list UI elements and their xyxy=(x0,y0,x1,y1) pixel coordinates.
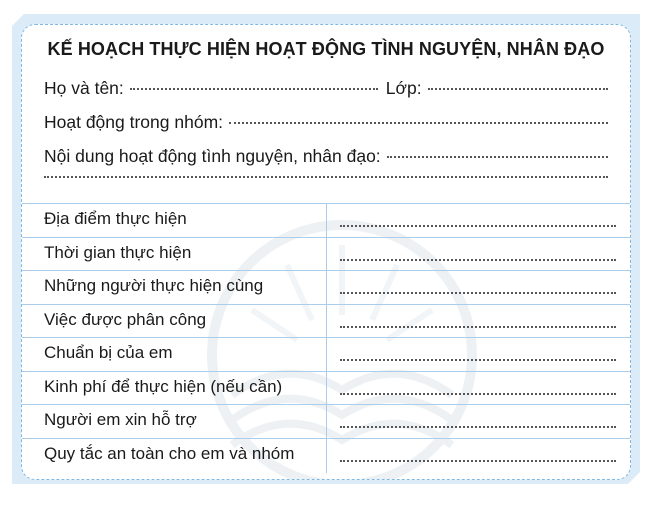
group-activity-field[interactable] xyxy=(229,122,608,124)
row-answer-field[interactable] xyxy=(340,426,616,428)
table-row xyxy=(22,270,630,305)
form-title: KẾ HOẠCH THỰC HIỆN HOẠT ĐỘNG TÌNH NGUYỆN, NHÂN ĐẠO xyxy=(47,39,605,59)
table-row xyxy=(22,337,630,372)
content-continuation-field[interactable] xyxy=(44,176,608,178)
group-activity-row xyxy=(44,112,608,133)
table-row xyxy=(22,438,630,472)
row-label: Người em xin hỗ trợ xyxy=(44,410,197,429)
table-row xyxy=(22,404,630,439)
content-field[interactable] xyxy=(387,156,608,158)
group-activity-label: Hoạt động trong nhóm: xyxy=(44,112,224,132)
row-answer-field[interactable] xyxy=(340,460,616,462)
name-field[interactable] xyxy=(130,88,378,90)
row-answer-field[interactable] xyxy=(340,259,616,261)
row-answer-field[interactable] xyxy=(340,225,616,227)
row-answer-field[interactable] xyxy=(340,326,616,328)
class-label: Lớp: xyxy=(385,78,422,98)
row-answer-field[interactable] xyxy=(340,393,616,395)
row-label: Thời gian thực hiện xyxy=(44,242,192,262)
table-row xyxy=(22,203,630,238)
row-label: Những người thực hiện cùng xyxy=(44,276,264,295)
row-label: Việc được phân công xyxy=(44,309,207,329)
name-class-row xyxy=(44,78,608,99)
row-label: Địa điểm thực hiện xyxy=(44,209,187,228)
content-row xyxy=(44,146,608,167)
row-answer-field[interactable] xyxy=(340,359,616,361)
content-continuation-row xyxy=(44,180,608,182)
content-label: Nội dung hoạt động tình nguyện, nhân đạo: xyxy=(44,146,381,166)
row-label: Quy tắc an toàn cho em và nhóm xyxy=(44,443,295,463)
table-row xyxy=(22,304,630,339)
plan-form-card xyxy=(21,24,631,480)
table-row xyxy=(22,237,630,272)
row-answer-field[interactable] xyxy=(340,292,616,294)
name-label: Họ và tên: xyxy=(44,78,124,98)
table-row xyxy=(22,371,630,406)
row-label: Kinh phí để thực hiện (nếu cần) xyxy=(44,376,283,396)
row-label: Chuẩn bị của em xyxy=(44,343,173,362)
class-field[interactable] xyxy=(428,88,608,90)
